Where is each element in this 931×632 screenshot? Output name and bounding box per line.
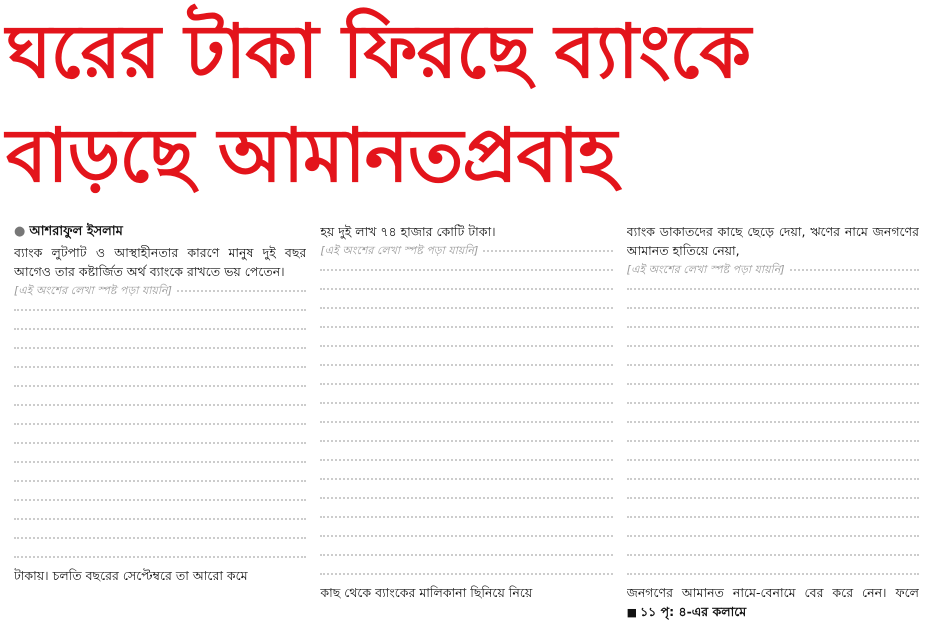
column-1-opening: ব্যাংক লুটপাট ও আস্থাহীনতার কারণে মানুষ দুই বছর আগেও তার কষ্টার্জিত অর্থ ব্যাংকে রাখতে ভয় পেতেন।	[14, 245, 307, 279]
column-3	[627, 222, 919, 622]
column-3-gap-line	[627, 279, 919, 298]
column-3-gap-line	[627, 488, 919, 507]
column-2-gap-line	[320, 279, 612, 298]
column-2-closing: কাছ থেকে ব্যাংকের মালিকানা ছিনিয়ে নিয়ে	[320, 585, 533, 600]
column-1-gap-line	[14, 509, 306, 528]
column-3-gap-line	[627, 336, 919, 355]
column-2-gap-line	[320, 545, 612, 564]
column-1-gap-line	[14, 547, 306, 566]
column-3-gap-line	[627, 412, 919, 431]
column-2-gap-line	[320, 431, 612, 450]
column-2-gap-line	[320, 564, 612, 583]
column-3-gap-line	[627, 450, 919, 469]
byline	[14, 222, 306, 241]
column-2	[320, 222, 612, 622]
column-2-gap-line	[320, 317, 612, 336]
column-2-gap-line	[320, 507, 612, 526]
column-3-gap-line	[627, 317, 919, 336]
column-2-gap-line	[320, 412, 612, 431]
column-2-gap-line	[320, 488, 612, 507]
column-3-gap-line	[627, 393, 919, 412]
column-3-gap	[627, 260, 919, 279]
column-3-gap-label: [এই অংশের লেখা স্পষ্ট পড়া যায়নি]	[627, 263, 789, 276]
column-2-gap-line	[320, 526, 612, 545]
column-1-gap-line	[14, 357, 306, 376]
column-2-opening: হয় দুই লাখ ৭৪ হাজার কোটি টাকা।	[320, 224, 496, 239]
column-1-gap-line	[14, 490, 306, 509]
column-3-gap-line	[627, 564, 919, 583]
column-2-gap-line	[320, 336, 612, 355]
column-1-gap-line	[14, 319, 306, 338]
column-1-gap-line	[14, 452, 306, 471]
column-1-gap-line	[14, 338, 306, 357]
column-1-gap-line	[14, 376, 306, 395]
column-3-gap-line	[627, 374, 919, 393]
column-2-gap-line	[320, 450, 612, 469]
column-1-gap	[14, 281, 306, 300]
headline	[6, 0, 926, 208]
column-3-gap-line	[627, 526, 919, 545]
column-1-gap-label: [এই অংশের লেখা স্পষ্ট পড়া যায়নি]	[14, 284, 176, 297]
column-1	[14, 222, 306, 622]
column-3-gap-line	[627, 545, 919, 564]
column-3-gap-line	[627, 355, 919, 374]
column-2-gap-line	[320, 260, 612, 279]
column-3-closing-text: জনগণের আমানত নামে-বেনামে বের করে নেন। ফলে	[626, 585, 919, 600]
column-1-gap-line	[14, 300, 306, 319]
byline-text: আশরাফুল ইসলাম	[29, 224, 123, 239]
column-3-gap-line	[627, 507, 919, 526]
column-3-gap-line	[627, 431, 919, 450]
column-1-gap-line	[14, 528, 306, 547]
bullet-icon: ●	[14, 224, 26, 239]
column-2-gap	[320, 241, 612, 260]
headline-line-2: বাড়ছে আমানতপ্রবাহ	[6, 113, 617, 199]
column-2-gap-line	[320, 298, 612, 317]
column-2-gap-line	[320, 469, 612, 488]
column-2-gap-label: [এই অংশের লেখা স্পষ্ট পড়া যায়নি]	[320, 244, 482, 257]
column-2-gap-line	[320, 355, 612, 374]
headline-line-1: ঘরের টাকা ফিরছে ব্যাংকে	[6, 9, 751, 95]
column-1-gap-line	[14, 395, 306, 414]
column-1-gap-line	[14, 433, 306, 452]
column-2-gap-line	[320, 374, 612, 393]
article-columns	[14, 222, 919, 622]
continued-on[interactable]	[627, 604, 747, 619]
column-1-closing: টাকায়। চলতি বছরের সেপ্টেম্বরে তা আরো কমে	[14, 568, 248, 583]
column-2-gap-line	[320, 393, 612, 412]
column-3-closing	[627, 583, 919, 622]
column-1-gap-line	[14, 471, 306, 490]
column-1-gap-line	[14, 414, 306, 433]
square-icon: ■	[626, 606, 638, 619]
column-3-gap-line	[627, 469, 919, 488]
column-3-opening: ব্যাংক ডাকাতদের কাছে ছেড়ে দেয়া, ঋণের নামে জনগণের আমানত হাতিয়ে নেয়া,	[626, 224, 919, 258]
column-3-gap-line	[627, 298, 919, 317]
continued-on-label[interactable]: ১১ পৃ: ৪-এর কলামে	[640, 604, 747, 619]
